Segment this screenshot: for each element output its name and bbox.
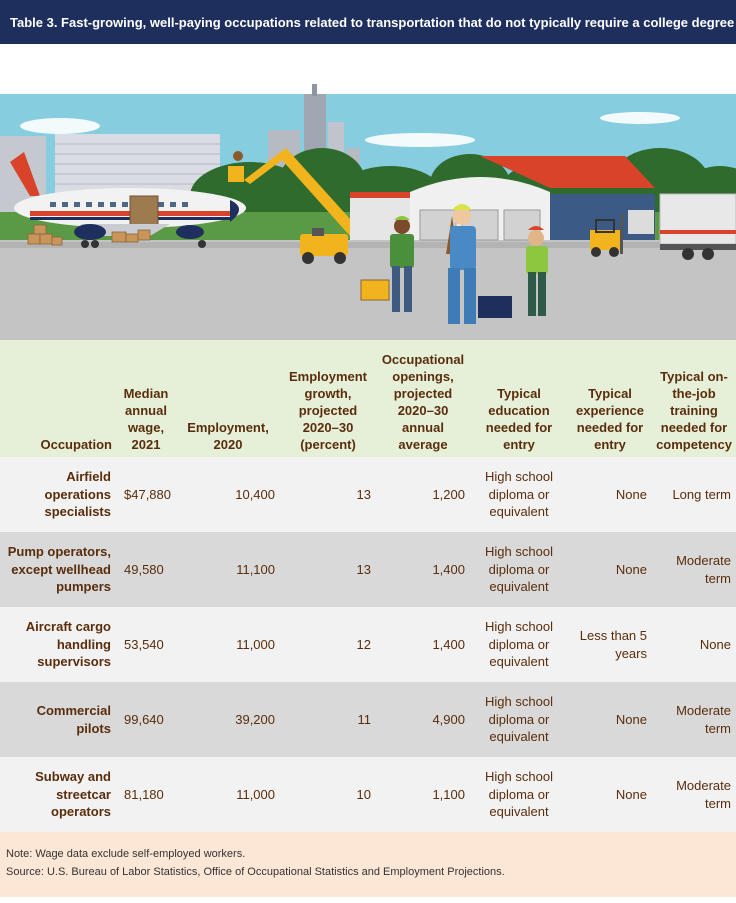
growth-cell: 13 — [280, 457, 376, 532]
training-cell: Moderate term — [652, 682, 736, 757]
column-header-openings: Occupational openings, projected 2020–30 annual average — [376, 340, 470, 457]
column-header-employment: Employment, 2020 — [176, 340, 280, 457]
education-cell: High school diploma or equivalent — [470, 757, 568, 832]
transportation-illustration — [0, 44, 736, 340]
wage-cell: 99,640 — [116, 682, 176, 757]
openings-cell: 1,400 — [376, 532, 470, 607]
openings-cell: 1,100 — [376, 757, 470, 832]
occupation-cell: Airfield operations specialists — [0, 457, 116, 532]
table-row — [0, 607, 736, 682]
employment-cell: 11,000 — [176, 607, 280, 682]
wage-cell: 53,540 — [116, 607, 176, 682]
table-row — [0, 457, 736, 532]
table-row — [0, 682, 736, 757]
column-header-training: Typical on-the-job training needed for competency — [652, 340, 736, 457]
employment-cell: 11,100 — [176, 532, 280, 607]
wage-cell: 81,180 — [116, 757, 176, 832]
education-cell: High school diploma or equivalent — [470, 532, 568, 607]
experience-cell: None — [568, 532, 652, 607]
source-note: Source: U.S. Bureau of Labor Statistics, Office of Occupational Statistics and Employment Projections. — [6, 866, 505, 878]
occupation-cell: Aircraft cargo handling supervisors — [0, 607, 116, 682]
education-cell: High school diploma or equivalent — [470, 682, 568, 757]
employment-cell: 39,200 — [176, 682, 280, 757]
occupations-table — [0, 340, 736, 832]
training-cell: Moderate term — [652, 532, 736, 607]
table-header-row — [0, 340, 736, 457]
education-cell: High school diploma or equivalent — [470, 457, 568, 532]
training-cell: Moderate term — [652, 757, 736, 832]
openings-cell: 1,400 — [376, 607, 470, 682]
column-header-experience: Typical experience needed for entry — [568, 340, 652, 457]
growth-cell: 12 — [280, 607, 376, 682]
growth-cell: 13 — [280, 532, 376, 607]
employment-cell: 11,000 — [176, 757, 280, 832]
education-cell: High school diploma or equivalent — [470, 607, 568, 682]
table-row — [0, 532, 736, 607]
table-title: Table 3. Fast-growing, well-paying occupations related to transportation that do not typically require a college degree — [0, 0, 736, 44]
occupation-cell: Subway and streetcar operators — [0, 757, 116, 832]
column-header-median-wage: Median annual wage, 2021 — [116, 340, 176, 457]
wage-cell: $47,880 — [116, 457, 176, 532]
occupation-cell: Pump operators, except wellhead pumpers — [0, 532, 116, 607]
wage-cell: 49,580 — [116, 532, 176, 607]
experience-cell: None — [568, 457, 652, 532]
growth-cell: 11 — [280, 682, 376, 757]
table-row — [0, 757, 736, 832]
experience-cell: None — [568, 757, 652, 832]
openings-cell: 4,900 — [376, 682, 470, 757]
column-header-growth: Employment growth, projected 2020–30 (percent) — [280, 340, 376, 457]
footer-notes — [0, 832, 736, 897]
growth-cell: 10 — [280, 757, 376, 832]
column-header-occupation: Occupation — [0, 340, 116, 457]
training-cell: None — [652, 607, 736, 682]
occupation-cell: Commercial pilots — [0, 682, 116, 757]
openings-cell: 1,200 — [376, 457, 470, 532]
employment-cell: 10,400 — [176, 457, 280, 532]
training-cell: Long term — [652, 457, 736, 532]
experience-cell: None — [568, 682, 652, 757]
experience-cell: Less than 5 years — [568, 607, 652, 682]
column-header-education: Typical education needed for entry — [470, 340, 568, 457]
wage-note: Note: Wage data exclude self-employed workers. — [6, 848, 246, 860]
